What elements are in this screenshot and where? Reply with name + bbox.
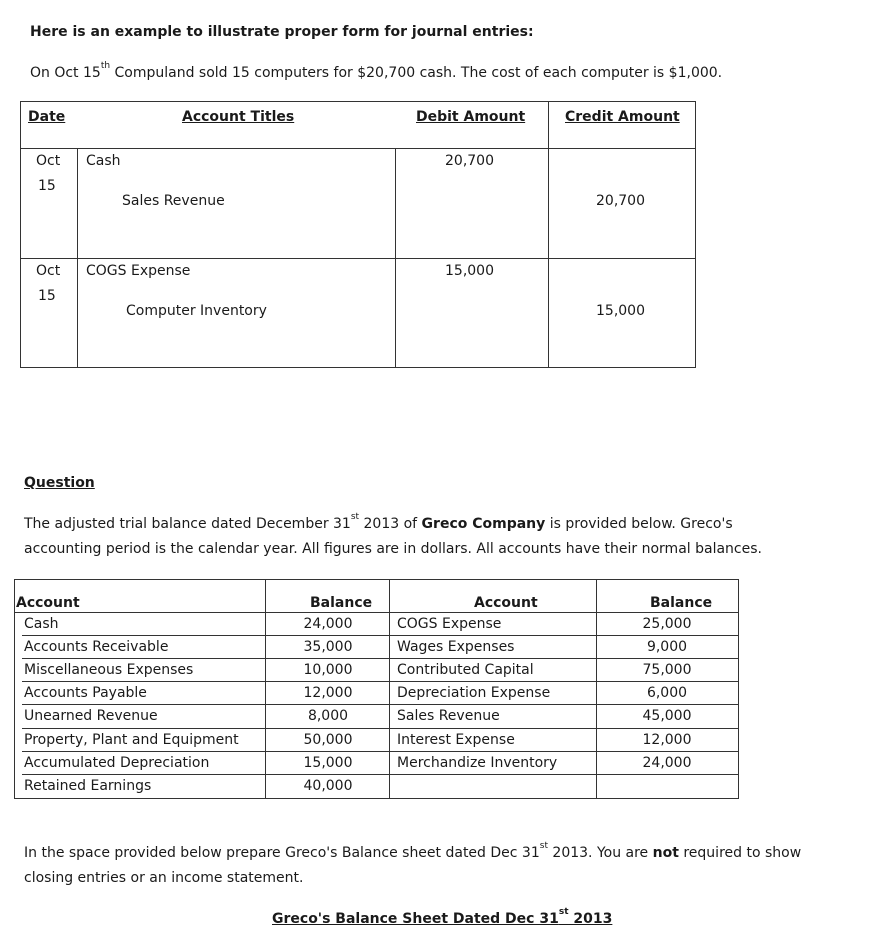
trial-balance-table [14,579,739,799]
tb-right-balance: 25,000 [642,616,692,632]
intro-heading: Here is an example to illustrate proper form for journal entries: [30,24,534,40]
entry-2-credit-account: Computer Inventory [126,303,267,319]
tb-left-balance: 15,000 [303,755,353,771]
intro-example: On Oct 15th Compuland sold 15 computers for $20,700 cash. The cost of each computer is $1,000. [30,61,723,81]
tb-right-account: Sales Revenue [397,708,500,724]
tb-header-account-left: Account [16,595,80,611]
tb-left-balance: 40,000 [303,778,353,794]
question-label: Question [24,475,95,491]
tb-left-account: Property, Plant and Equipment [24,732,239,748]
tb-right-balance: 6,000 [646,685,688,701]
tb-right-account: COGS Expense [397,616,502,632]
tb-left-account: Accounts Receivable [24,639,169,655]
balance-sheet-title: Greco's Balance Sheet Dated Dec 31st 2013 [272,907,613,927]
tb-right-balance: 12,000 [642,732,692,748]
tb-right-balance: 9,000 [646,639,688,655]
journal-table [20,101,696,367]
tb-left-balance: 35,000 [303,639,353,655]
tb-left-balance: 12,000 [303,685,353,701]
tb-right-account: Wages Expenses [397,639,515,655]
tb-left-balance: 10,000 [303,662,353,678]
entry-1-month: Oct [36,153,61,169]
tb-left-account: Cash [24,616,59,632]
header-account-titles: Account Titles [182,109,295,125]
entry-1-credit: 20,700 [596,193,645,209]
tb-right-balance: 24,000 [642,755,692,771]
tb-header-balance-right: Balance [650,595,713,611]
tb-left-account: Accounts Payable [24,685,147,701]
tb-left-account: Retained Earnings [24,778,152,794]
entry-2-day: 15 [38,288,56,304]
instructions-line-2: closing entries or an income statement. [24,870,304,886]
tb-left-balance: 50,000 [303,732,353,748]
entry-1-day: 15 [38,178,56,194]
instructions-line-1: In the space provided below prepare Greco's Balance sheet dated Dec 31st 2013. You are not required to show [24,841,802,861]
tb-left-balance: 8,000 [307,708,349,724]
tb-right-balance: 75,000 [642,662,692,678]
tb-left-account: Accumulated Depreciation [24,755,210,771]
entry-2-credit: 15,000 [596,303,645,319]
question-paragraph-line-2: accounting period is the calendar year. All figures are in dollars. All accounts have their normal balances. [24,541,762,557]
tb-left-balance: 24,000 [303,616,353,632]
entry-2-month: Oct [36,263,61,279]
tb-right-account: Merchandize Inventory [397,755,558,771]
tb-right-account: Contributed Capital [397,662,534,678]
tb-right-account: Depreciation Expense [397,685,551,701]
entry-2-debit-account: COGS Expense [86,263,191,279]
tb-right-account: Interest Expense [397,732,515,748]
header-debit-amount: Debit Amount [416,109,526,125]
header-credit-amount: Credit Amount [565,109,680,125]
entry-1-credit-account: Sales Revenue [122,193,225,209]
entry-2-debit: 15,000 [445,263,494,279]
tb-right-balance: 45,000 [642,708,692,724]
entry-1-debit-account: Cash [86,153,121,169]
entry-1-debit: 20,700 [445,153,494,169]
tb-header-account-right: Account [474,595,538,611]
tb-left-account: Unearned Revenue [24,708,158,724]
question-paragraph-line-1: The adjusted trial balance dated December 31st 2013 of Greco Company is provided below. Greco's [24,512,733,532]
header-date: Date [28,109,66,125]
tb-header-balance-left: Balance [310,595,373,611]
tb-left-account: Miscellaneous Expenses [24,662,194,678]
